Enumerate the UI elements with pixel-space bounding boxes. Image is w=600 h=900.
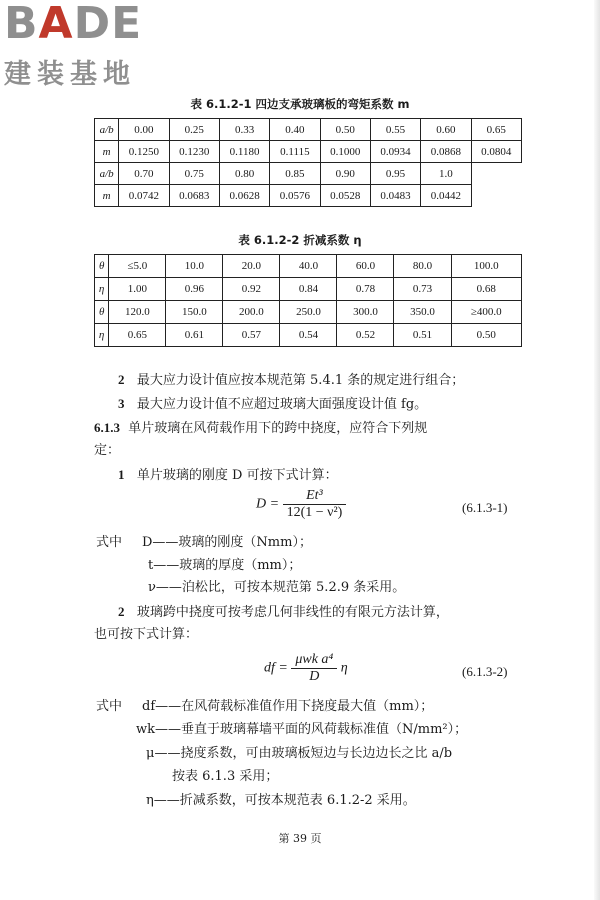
table-cell: 0.84 <box>280 278 337 301</box>
table-cell: 250.0 <box>280 301 337 324</box>
equation-number: (6.1.3-1) <box>462 500 508 515</box>
eq-numerator: μwk a⁴ <box>291 652 337 669</box>
clause-sub-2-cont: 也可按下式计算： <box>94 627 199 642</box>
item-text: 单片玻璃的刚度 D 可按下式计算： <box>136 468 338 483</box>
table-row <box>95 278 522 301</box>
table-cell: 0.92 <box>223 278 280 301</box>
section-6-1-3-cont: 定： <box>94 443 121 458</box>
page-edge <box>594 0 600 900</box>
section-number: 6.1.3 <box>94 420 120 435</box>
table-cell: 0.0483 <box>370 185 420 207</box>
table-cell: 0.0683 <box>169 185 219 207</box>
item-number: 1 <box>118 467 125 482</box>
table-cell: 0.51 <box>394 324 451 347</box>
table-cell: 0.65 <box>109 324 166 347</box>
item-number: 2 <box>118 372 125 387</box>
table-cell: 120.0 <box>109 301 166 324</box>
table-cell: 1.0 <box>421 163 471 185</box>
table-cell: 0.0442 <box>421 185 471 207</box>
where-label: 式中 <box>96 699 123 714</box>
equation-number: (6.1.3-2) <box>462 664 508 679</box>
table-row-header: m <box>95 185 119 207</box>
logo-letter-accent: A <box>38 0 74 49</box>
table-cell: 300.0 <box>337 301 394 324</box>
table-cell: 0.61 <box>166 324 223 347</box>
table-cell: 0.90 <box>320 163 370 185</box>
item-text: 玻璃跨中挠度可按考虑几何非线性的有限元方法计算， <box>136 605 449 620</box>
clause-sub-1 <box>118 465 338 486</box>
table-cell: 0.65 <box>471 119 521 141</box>
definition-eta: η——折减系数，可按本规范表 6.1.2-2 采用。 <box>146 793 416 808</box>
section-text: 单片玻璃在风荷载作用下的跨中挠度，应符合下列规 <box>128 421 428 436</box>
table-cell: 200.0 <box>223 301 280 324</box>
table-cell: 0.0576 <box>270 185 320 207</box>
eq-lhs: D = <box>256 496 280 512</box>
table-cell: 0.73 <box>394 278 451 301</box>
table-empty-cell <box>471 163 521 185</box>
table-cell: 0.60 <box>421 119 471 141</box>
logo-letter: B <box>4 0 39 49</box>
table-row <box>95 324 522 347</box>
table-row <box>95 185 522 207</box>
logo-subtitle: 建装基地 <box>4 59 136 90</box>
table-cell: 0.1180 <box>219 141 269 163</box>
bade-logo <box>4 2 179 92</box>
table-cell: 60.0 <box>337 255 394 278</box>
table-cell: 40.0 <box>280 255 337 278</box>
table-cell: 350.0 <box>394 301 451 324</box>
item-text: 最大应力设计值应按本规范第 5.4.1 条的规定进行组合； <box>136 373 465 388</box>
table-cell: 0.25 <box>169 119 219 141</box>
table-cell: 0.70 <box>119 163 169 185</box>
table-row-header: a/b <box>95 119 119 141</box>
item-text: 最大应力设计值不应超过玻璃大面强度设计值 fg。 <box>136 397 428 412</box>
table-row <box>95 301 522 324</box>
table-row <box>95 255 522 278</box>
table-cell: 0.50 <box>320 119 370 141</box>
table-cell: 0.75 <box>169 163 219 185</box>
table-cell: 0.96 <box>166 278 223 301</box>
table-cell: 0.80 <box>219 163 269 185</box>
definition-t: t——玻璃的厚度（mm）； <box>148 558 302 573</box>
table-cell: 0.52 <box>337 324 394 347</box>
eq-numerator: Et³ <box>283 488 347 505</box>
table-row-header: θ <box>95 255 109 278</box>
logo-wordmark <box>4 0 179 49</box>
table-cell: 0.95 <box>370 163 420 185</box>
table-cell: 0.1250 <box>119 141 169 163</box>
table-cell: 0.1230 <box>169 141 219 163</box>
item-number: 3 <box>118 396 125 411</box>
eq-denominator: 12(1 − ν²) <box>286 505 343 520</box>
definition-nu: ν——泊松比，可按本规范第 5.2.9 条采用。 <box>148 580 406 595</box>
table-row-header: θ <box>95 301 109 324</box>
table-cell: 0.1115 <box>270 141 320 163</box>
clause-item-3 <box>118 394 427 415</box>
table-cell: 0.85 <box>270 163 320 185</box>
table-cell: 0.1000 <box>320 141 370 163</box>
table-cell: 0.57 <box>223 324 280 347</box>
definition-df: df——在风荷载标准值作用下挠度最大值（mm）； <box>142 699 434 714</box>
table-cell: 1.00 <box>109 278 166 301</box>
table-row-header: a/b <box>95 163 119 185</box>
table-row <box>95 141 522 163</box>
equation-6-1-3-2 <box>264 652 348 685</box>
definition-mu: μ——挠度系数，可由玻璃板短边与长边边长之比 a/b <box>146 746 453 761</box>
eq-lhs: df = <box>264 660 288 676</box>
table-cell: 0.0742 <box>119 185 169 207</box>
table-cell: 0.0868 <box>421 141 471 163</box>
table-cell: 0.54 <box>280 324 337 347</box>
eq-fraction <box>291 652 337 685</box>
table-empty-cell <box>471 185 521 207</box>
table-cell: 0.78 <box>337 278 394 301</box>
table-cell: 10.0 <box>166 255 223 278</box>
table-cell: 100.0 <box>451 255 521 278</box>
definition-D: D——玻璃的刚度（Nmm）； <box>142 535 312 550</box>
reduction-coefficient-table <box>94 254 522 347</box>
table-cell: 20.0 <box>223 255 280 278</box>
item-number: 2 <box>118 604 125 619</box>
table-cell: 0.50 <box>451 324 521 347</box>
table-cell: 0.0628 <box>219 185 269 207</box>
table-cell: 0.00 <box>119 119 169 141</box>
table-cell: 0.0804 <box>471 141 521 163</box>
table-row-header: η <box>95 278 109 301</box>
logo-letter: D <box>73 0 112 49</box>
where-label: 式中 <box>96 535 123 550</box>
clause-item-2 <box>118 370 464 391</box>
table-cell: 0.55 <box>370 119 420 141</box>
table1-caption: 表 6.1.2-1 四边支承玻璃板的弯矩系数 m <box>190 97 410 111</box>
eq-denominator: D <box>309 669 320 684</box>
definition-mu-cont: 按表 6.1.3 采用； <box>172 769 279 784</box>
table-cell: 0.33 <box>219 119 269 141</box>
logo-letter: E <box>111 0 143 49</box>
table-cell: 0.0528 <box>320 185 370 207</box>
equation-6-1-3-1 <box>256 488 346 521</box>
table-cell: 150.0 <box>166 301 223 324</box>
table-row <box>95 119 522 141</box>
eq-tail: η <box>340 660 348 676</box>
definition-wk: wk——垂直于玻璃幕墙平面的风荷载标准值（N/mm²）； <box>136 722 468 737</box>
table2-caption: 表 6.1.2-2 折减系数 η <box>238 233 362 247</box>
table-row-header: m <box>95 141 119 163</box>
table-row <box>95 163 522 185</box>
table-cell: 0.0934 <box>370 141 420 163</box>
table-cell: ≤5.0 <box>109 255 166 278</box>
section-6-1-3 <box>94 418 427 439</box>
moment-coefficient-table <box>94 118 522 207</box>
page-number: 第 39 页 <box>278 832 322 845</box>
table-cell: 0.68 <box>451 278 521 301</box>
table-row-header: η <box>95 324 109 347</box>
clause-sub-2 <box>118 602 449 623</box>
table-cell: ≥400.0 <box>451 301 521 324</box>
table-cell: 0.40 <box>270 119 320 141</box>
eq-fraction <box>283 488 347 521</box>
table-cell: 80.0 <box>394 255 451 278</box>
